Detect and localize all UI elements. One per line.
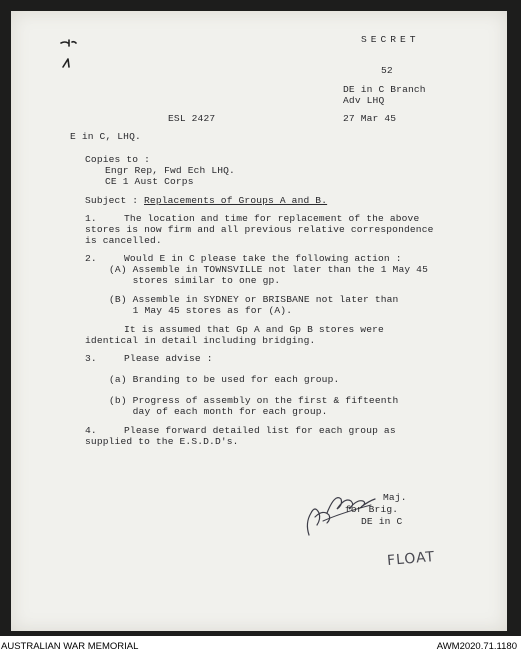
para-1-number: 1. — [85, 213, 97, 224]
para-2-item-a: stores similar to one gp. — [109, 275, 281, 286]
para-1-line: The location and time for replacement of the above — [124, 213, 420, 224]
para-3-intro: Please advise : — [124, 353, 213, 364]
para-2-note: It is assumed that Gp A and Gp B stores were — [124, 324, 384, 335]
signature-for-line: for Brig. — [345, 504, 399, 515]
handwritten-note: FLOAT — [386, 548, 436, 570]
copies-to-recipient: CE 1 Aust Corps — [105, 176, 194, 187]
para-3-number: 3. — [85, 353, 97, 364]
signature-branch: DE in C — [361, 516, 403, 527]
para-3-item-b: day of each month for each group. — [109, 406, 328, 417]
handwritten-corner-mark — [59, 37, 79, 73]
para-2-note: identical in detail including bridging. — [85, 335, 316, 346]
para-4-number: 4. — [85, 425, 97, 436]
para-3-item-b: (b) Progress of assembly on the first & fifteenth — [109, 395, 399, 406]
para-2-intro: Would E in C please take the following action : — [124, 253, 402, 264]
sender-line-2: Adv LHQ — [343, 95, 385, 106]
para-2-number: 2. — [85, 253, 97, 264]
reference-number: ESL 2427 — [168, 113, 216, 124]
para-4-line: supplied to the E.S.D.D's. — [85, 436, 239, 447]
document-date: 27 Mar 45 — [343, 113, 397, 124]
signature-rank: Maj. — [383, 492, 407, 503]
footer-accession-number: AWM2020.71.1180 — [436, 641, 517, 652]
para-4-line: Please forward detailed list for each group as — [124, 425, 396, 436]
classification-marking: SECRET — [361, 34, 420, 45]
para-2-item-b: 1 May 45 stores as for (A). — [109, 305, 293, 316]
para-1-line: stores is now firm and all previous relative correspondence — [85, 224, 434, 235]
sender-line-1: DE in C Branch — [343, 84, 426, 95]
document-page — [11, 11, 507, 631]
copies-to-recipient: Engr Rep, Fwd Ech LHQ. — [105, 165, 235, 176]
para-1-line: is cancelled. — [85, 235, 162, 246]
para-2-item-a: (A) Assemble in TOWNSVILLE not later than the 1 May 45 — [109, 264, 428, 275]
subject-label: Subject : — [85, 195, 139, 206]
para-3-item-a: (a) Branding to be used for each group. — [109, 374, 340, 385]
footer-institution: AUSTRALIAN WAR MEMORIAL — [1, 641, 139, 652]
page-number: 52 — [381, 65, 393, 76]
addressee: E in C, LHQ. — [70, 131, 141, 142]
para-2-item-b: (B) Assemble in SYDNEY or BRISBANE not later than — [109, 294, 399, 305]
subject-text: Replacements of Groups A and B. — [144, 195, 328, 206]
copies-to-label: Copies to : — [85, 154, 150, 165]
